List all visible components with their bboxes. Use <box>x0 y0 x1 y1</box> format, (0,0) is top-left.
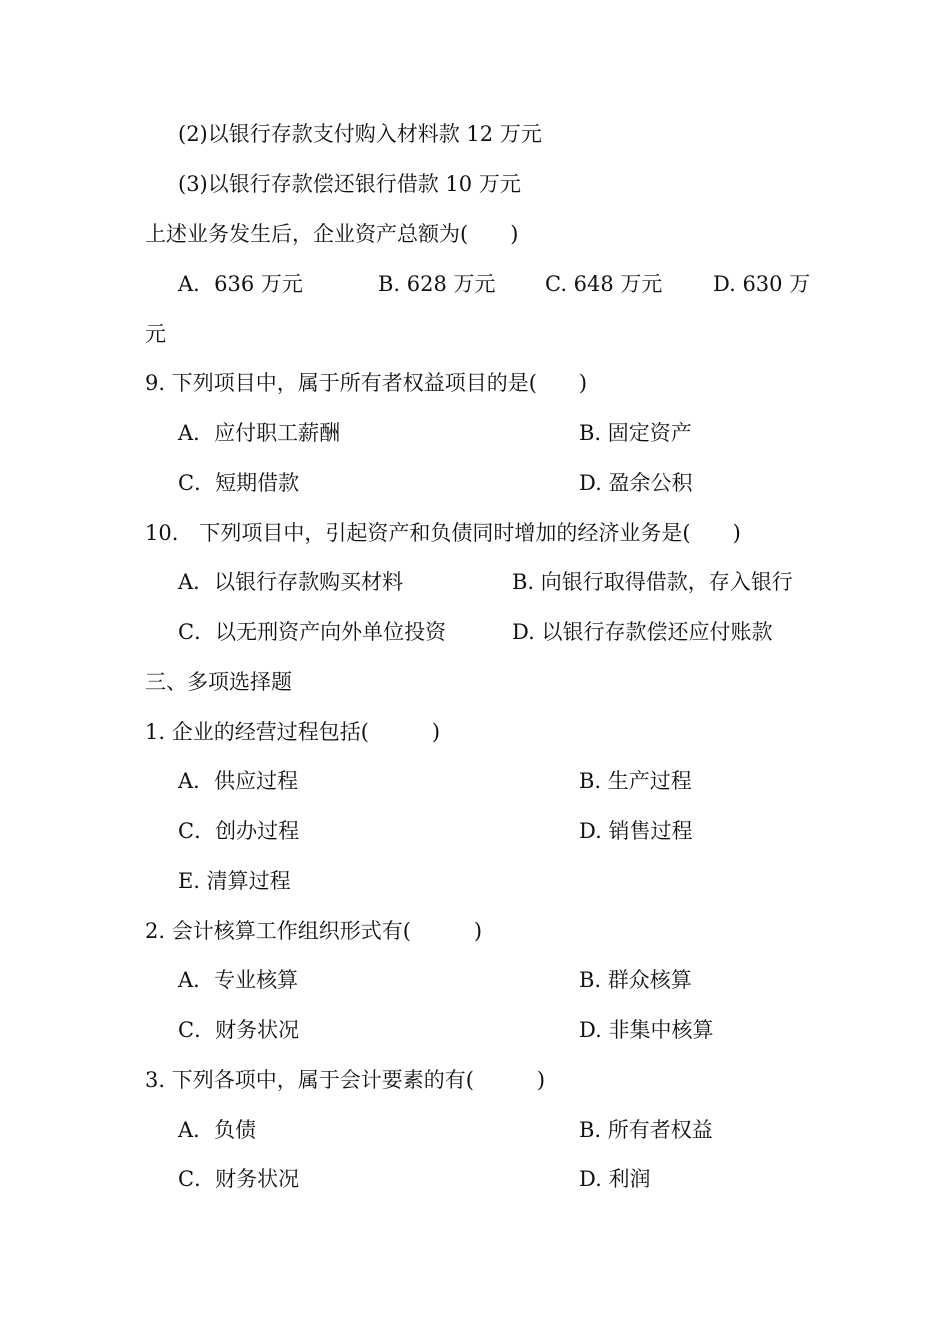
option-a: A．专业核算 <box>178 968 299 992</box>
option-b: B. 所有者权益 <box>579 1118 713 1142</box>
option-d: D. 盈余公积 <box>579 471 693 495</box>
option-d: D. 销售过程 <box>579 819 693 843</box>
option-b: B. 生产过程 <box>579 769 692 793</box>
question-m1: 1. 企业的经营过程包括( ) <box>145 720 441 744</box>
question-stem: 上述业务发生后，企业资产总额为( ) <box>145 222 519 246</box>
option-d-wrap: 元 <box>145 322 166 346</box>
option-a: A．636 万元 <box>178 272 303 296</box>
item-text: (2)以银行存款支付购入材料款 12 万元 <box>178 122 542 146</box>
item-text: (3)以银行存款偿还银行借款 10 万元 <box>178 172 521 196</box>
option-d: D. 以银行存款偿还应付账款 <box>512 620 773 644</box>
option-c: C．以无刑资产向外单位投资 <box>178 620 447 644</box>
option-a: A．以银行存款购买材料 <box>178 570 404 594</box>
option-c: C. 648 万元 <box>545 272 663 296</box>
option-a: A．负债 <box>178 1118 257 1142</box>
question-m3: 3. 下列各项中，属于会计要素的有( ) <box>145 1068 546 1092</box>
option-a: A．供应过程 <box>178 769 299 793</box>
option-e: E. 清算过程 <box>178 869 291 893</box>
option-d: D. 利润 <box>579 1167 651 1191</box>
question-10: 10. 下列项目中，引起资产和负债同时增加的经济业务是( ) <box>145 521 741 545</box>
option-c: C．短期借款 <box>178 471 300 495</box>
question-9: 9. 下列项目中，属于所有者权益项目的是( ) <box>145 371 588 395</box>
option-b: B. 固定资产 <box>579 421 692 445</box>
option-c: C．创办过程 <box>178 819 300 843</box>
section-heading: 三、多项选择题 <box>145 670 292 694</box>
option-c: C．财务状况 <box>178 1167 300 1191</box>
option-b: B. 628 万元 <box>378 272 496 296</box>
option-c: C．财务状况 <box>178 1018 300 1042</box>
option-a: A．应付职工薪酬 <box>178 421 341 445</box>
question-m2: 2. 会计核算工作组织形式有( ) <box>145 919 483 943</box>
option-d: D. 非集中核算 <box>579 1018 714 1042</box>
option-b: B. 群众核算 <box>579 968 692 992</box>
option-d: D. 630 万 <box>713 272 811 296</box>
option-b: B. 向银行取得借款，存入银行 <box>512 570 793 594</box>
